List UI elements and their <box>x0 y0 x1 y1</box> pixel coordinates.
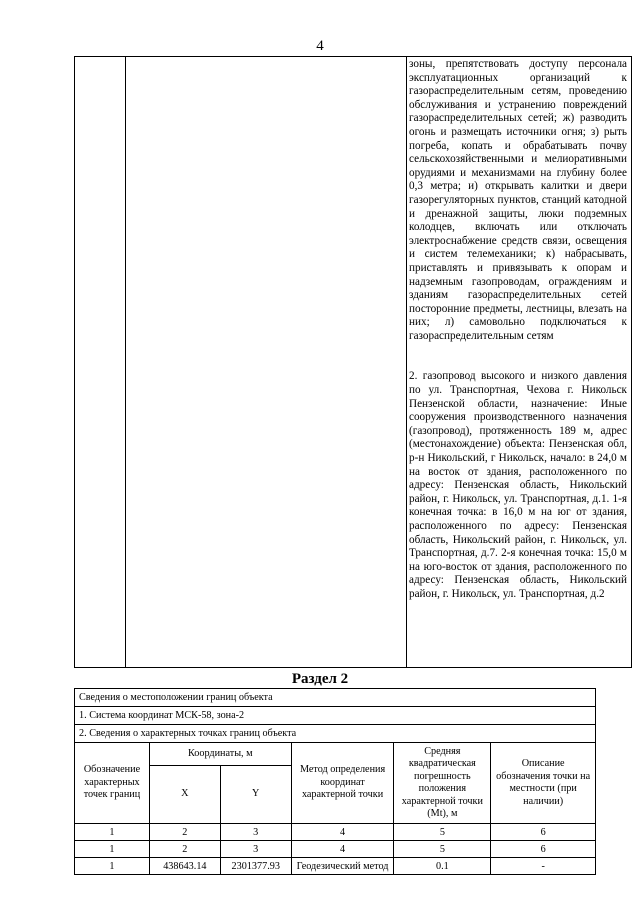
table-cell: 4 <box>291 824 394 841</box>
table-cell: 6 <box>491 841 596 858</box>
point-number-cell: 1 <box>75 858 150 875</box>
table-cell: 3 <box>220 824 291 841</box>
description-cell: - <box>491 858 596 875</box>
table-cell: 5 <box>394 824 491 841</box>
object-info-table <box>74 56 632 668</box>
table-cell: 6 <box>491 824 596 841</box>
header-accuracy: Средняя квадратическая погрешность положения характерной точки (Mt), м <box>394 743 491 824</box>
table-title-row: Сведения о местоположении границ объекта <box>75 689 596 707</box>
numbering-row <box>75 824 596 841</box>
method-cell: Геодезический метод <box>291 858 394 875</box>
coordinates-table <box>74 688 596 875</box>
object-paragraph: 2. газопровод высокого и низкого давления по ул. Транспортная, Чехова г. Никольск Пензенской области, назначение: Иные сооружения производственного назначения (газопровод), протяженность 189 м, адрес (местонахождение) объекта: Пензенская обл, р-н Никольский, г Никольск, начало: в 24,0 м на восток от здания, расположенного по адресу: Пензенская область, Никольский район, г. Никольск, ул. Транспортная, д.1. 1-я конечная точка: в 16,0 м на юг от здания, расположенного по адресу: Пензенская область, Никольский район, г. Никольск, ул. Транспортная, д.7. 2-я конечная точка: 15,0 м на юго-восток от здания, расположенного по адресу: Пензенская область, Никольский район, г. Никольск, ул. Транспортная, д.2 <box>409 370 627 600</box>
numbering-row <box>75 841 596 858</box>
table-row <box>75 858 596 875</box>
section-title: Раздел 2 <box>291 671 349 687</box>
header-method: Метод определения координат характерной точки <box>291 743 394 824</box>
table-cell: 3 <box>220 841 291 858</box>
table-cell: 4 <box>291 841 394 858</box>
accuracy-cell: 0.1 <box>394 858 491 875</box>
index-column <box>75 57 126 667</box>
table-cell: 1 <box>75 841 150 858</box>
x-coordinate-cell: 438643.14 <box>149 858 220 875</box>
table-cell: 1 <box>75 824 150 841</box>
coordinate-system-row: 1. Система координат МСК-58, зона-2 <box>75 707 596 725</box>
points-heading-row: 2. Сведения о характерных точках границ объекта <box>75 725 596 743</box>
y-coordinate-cell: 2301377.93 <box>220 858 291 875</box>
description-column <box>407 57 631 602</box>
header-description: Описание обозначения точки на местности (при наличии) <box>491 743 596 824</box>
table-cell: 5 <box>394 841 491 858</box>
table-cell: 2 <box>149 841 220 858</box>
page-number: 4 <box>316 38 324 54</box>
header-x: X <box>149 766 220 824</box>
header-designation: Обозначение характерных точек границ <box>75 743 150 824</box>
restrictions-paragraph: зоны, препятствовать доступу персонала эксплуатационных организаций к газораспределительным сетям, проведению обслуживания и устранению повреждений газораспределительных сетей; ж) разводить огонь и размещать источники огня; з) рыть погреба, копать и обрабатывать почву сельскохозяйственными и мелиоративными орудиями и механизмами на глубину более 0,3 метра; и) открывать калитки и двери газорегуляторных пунктов, станций катодной и дренажной защиты, люки подземных колодцев, включать или отключать электроснабжение средств связи, освещения и систем телемеханики; к) набрасывать, приставлять и привязывать к опорам и надземным газопроводам, ограждениям и зданиям газораспределительных сетей посторонние предметы, лестницы, влезать на них; л) самовольно подключаться к газораспределительным сетям <box>409 58 627 342</box>
name-column <box>125 57 407 667</box>
header-y: Y <box>220 766 291 824</box>
table-cell: 2 <box>149 824 220 841</box>
header-coordinates: Координаты, м <box>149 743 291 766</box>
